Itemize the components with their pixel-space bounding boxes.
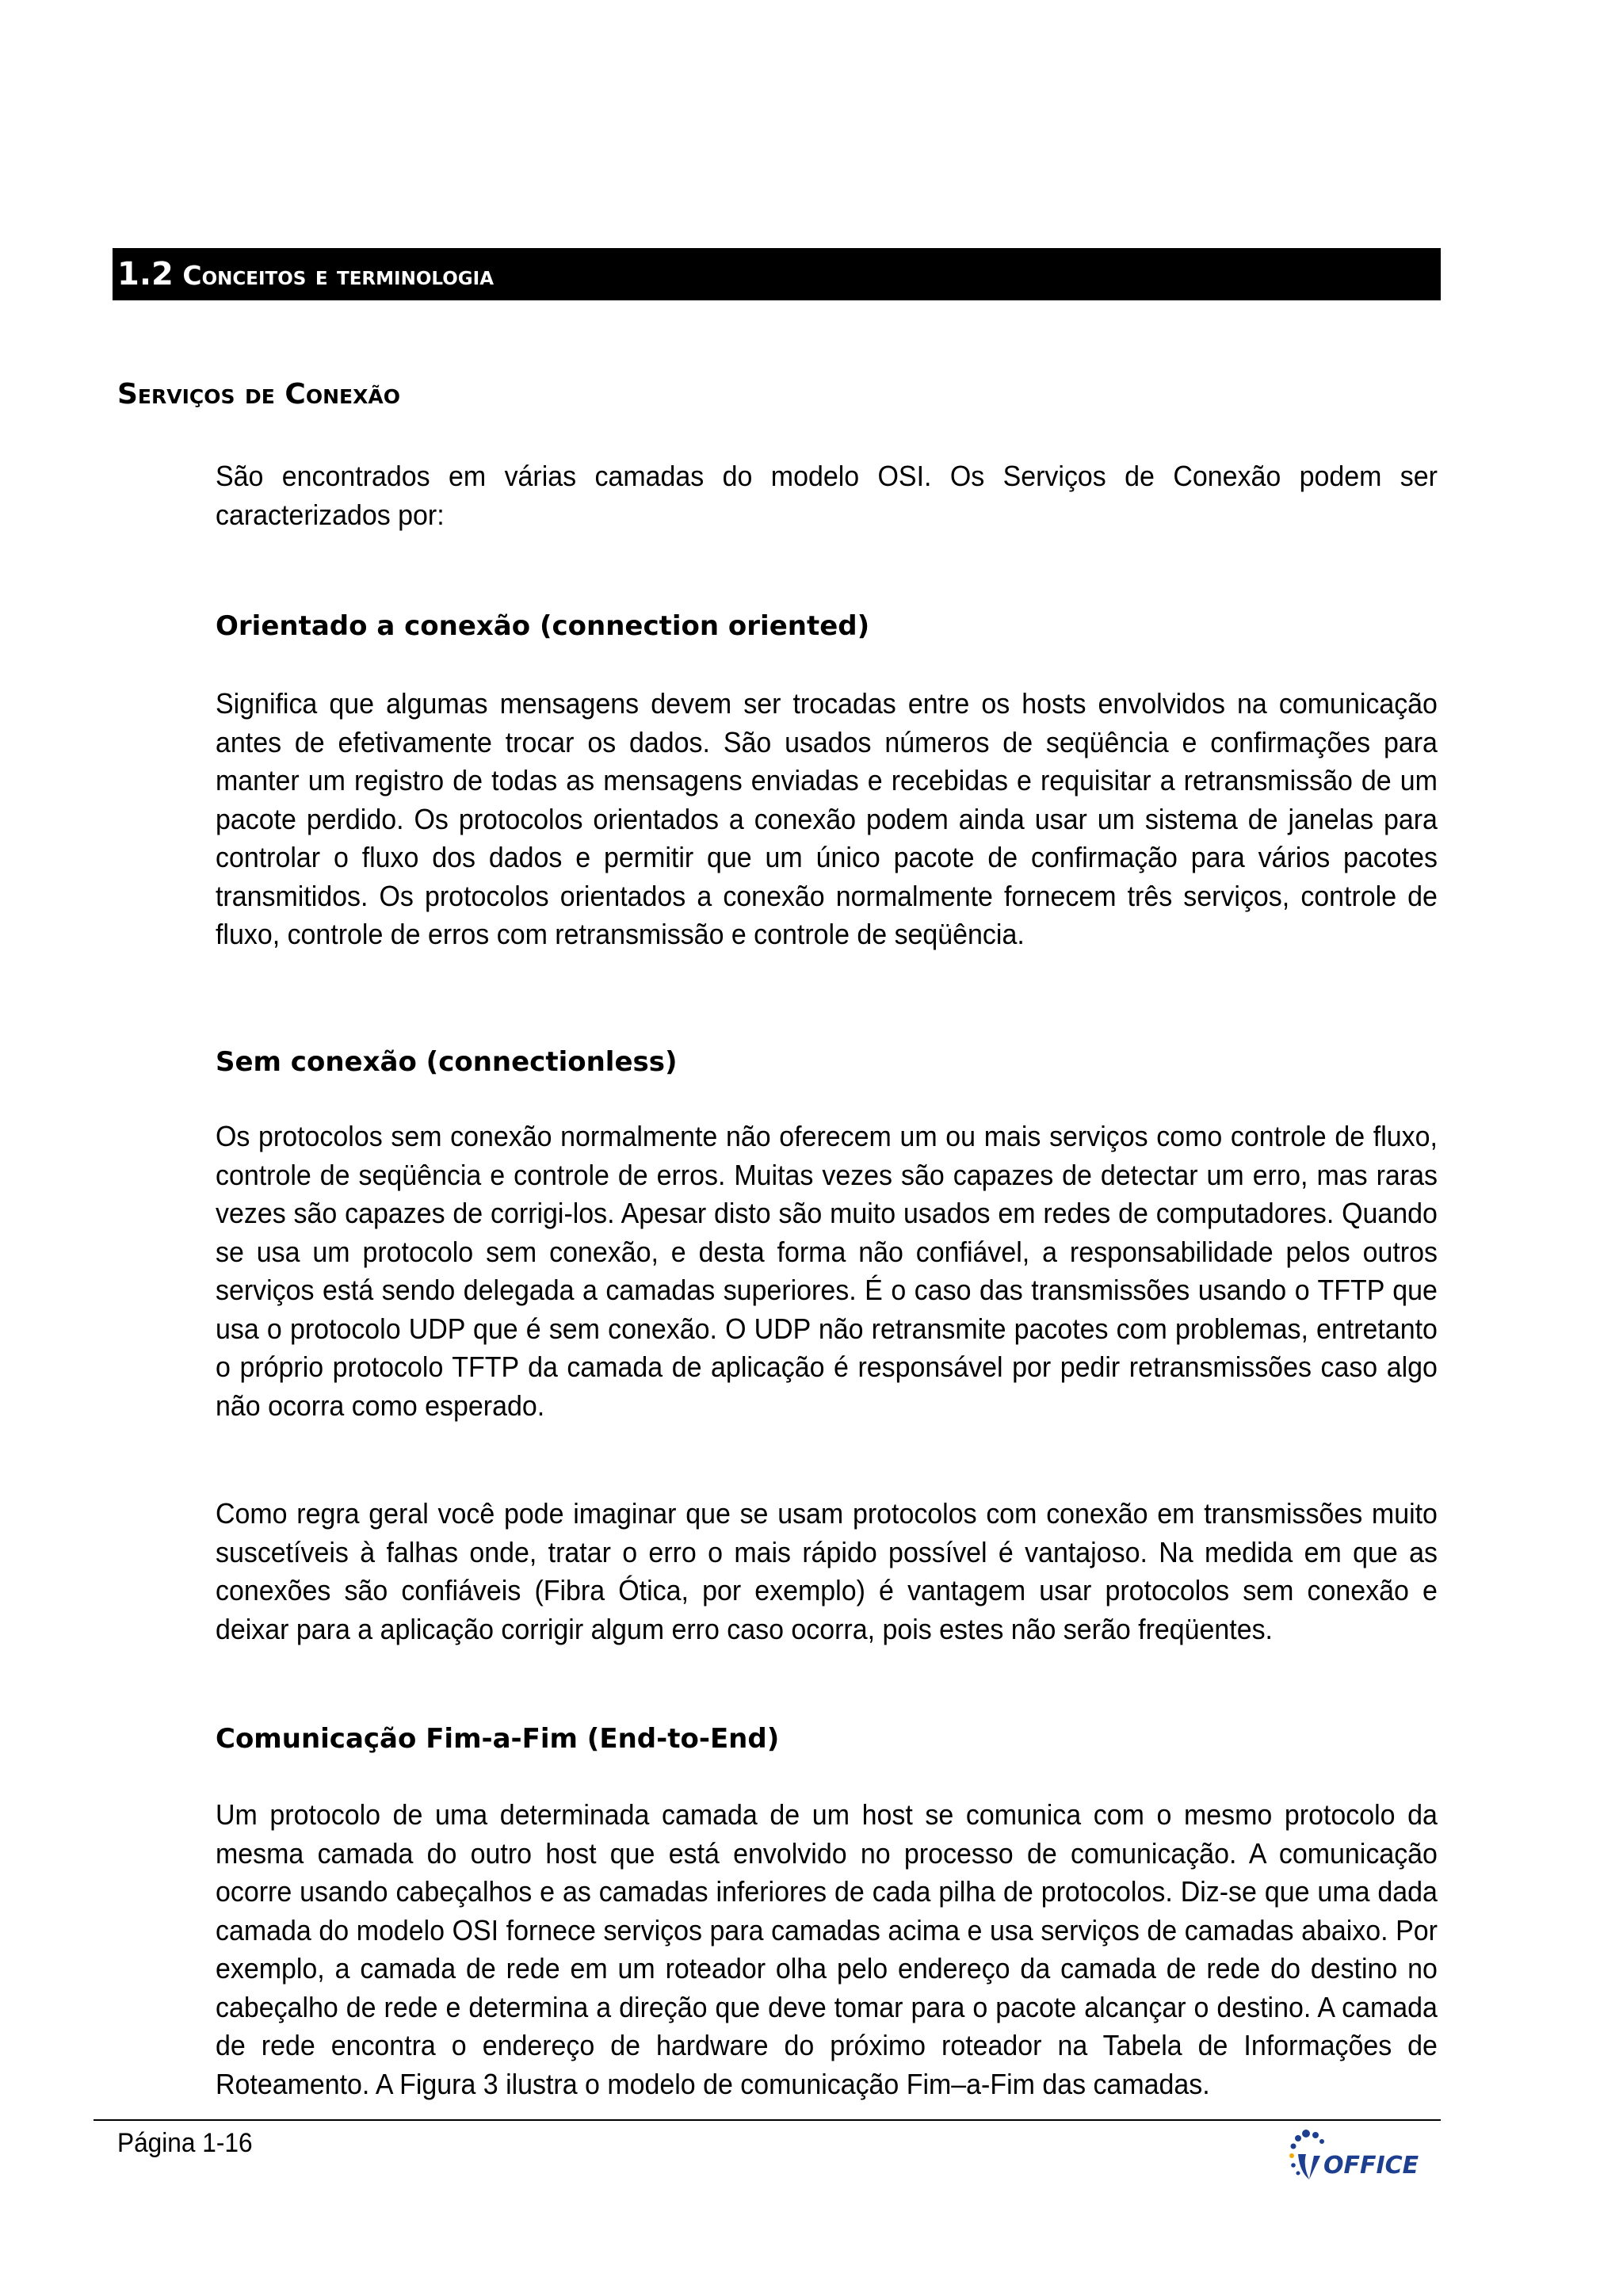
logo-dot (1289, 2153, 1294, 2158)
footer-page-number: Página 1-16 (117, 2128, 253, 2158)
logo-dot (1291, 2163, 1296, 2168)
logo-dot (1295, 2135, 1301, 2141)
intro-paragraph: São encontrados em várias camadas do modelo OSI. Os Serviços de Conexão podem ser caracterizados por: (216, 460, 1438, 531)
page-heading: Serviços de Conexão (117, 378, 400, 411)
logo-dot (1291, 2144, 1296, 2149)
paragraph-connection-oriented: Significa que algumas mensagens devem ser trocadas entre os hosts envolvidos na comunicação antes de efetivamente trocar os dados. São usados números de seqüência e confirmações para manter um registro de todas as mensagens enviadas e recebidas e requisitar a retransmissão de um pacote perdido. Os protocolos orientados a conexão podem ainda usar um sistema de janelas para controlar o fluxo dos dados e permitir que um único pacote de confirmação para vários pacotes transmitidos. Os protocolos orientados a conexão normalmente fornecem três serviços, controle de fluxo, controle de erros com retransmissão e controle de seqüência. (216, 687, 1438, 950)
subheading-connection-oriented: Orientado a conexão (connection oriented) (216, 610, 870, 642)
section-title: Conceitos e terminologia (182, 260, 495, 291)
subheading-connectionless: Sem conexão (connectionless) (216, 1046, 678, 1078)
paragraph-end-to-end: Um protocolo de uma determinada camada de um host se comunica com o mesmo protocolo da mesma camada do outro host que está envolvido no processo de comunicação. A comunicação ocorre usando cabeçalhos e as camadas inferiores de cada pilha de protocolos. Diz-se que uma dada camada do modelo OSI fornece serviços para camadas acima e usa serviços de camadas abaixo. Por exemplo, a camada de rede em um roteador olha pelo endereço da camada de rede do destino no cabeçalho de rede e determina a direção que deve tomar para o pacote alcançar o destino. A camada de rede encontra o endereço de hardware do próximo roteador na Tabela de Informações de Roteamento. A Figura 3 ilustra o modelo de comunicação Fim–a-Fim das camadas. (216, 1798, 1438, 2100)
subheading-end-to-end: Comunicação Fim-a-Fim (End-to-End) (216, 1723, 780, 1755)
footer-divider (94, 2119, 1441, 2121)
logo-dot (1296, 2172, 1300, 2176)
office-logo-icon (1282, 2124, 1445, 2189)
logo-dot (1302, 2130, 1310, 2137)
logo-dot (1319, 2139, 1324, 2144)
paragraph-general-rule: Como regra geral você pode imaginar que se usam protocolos com conexão em transmissões muito suscetíveis à falhas onde, tratar o erro o mais rápido possível é vantajoso. Na medida em que as conexões são confiáveis (Fibra Ótica, por exemplo) é vantagem usar protocolos sem conexão e deixar para a aplicação corrigir algum erro caso ocorra, pois estes não serão freqüentes. (216, 1497, 1438, 1645)
logo-text: OFFICE (1323, 2152, 1419, 2179)
logo-dot (1312, 2132, 1319, 2138)
section-header-bar (113, 248, 1441, 300)
paragraph-connectionless: Os protocolos sem conexão normalmente não oferecem um ou mais serviços como controle de fluxo, controle de seqüência e controle de erros. Muitas vezes são capazes de detectar um erro, mas raras vezes são capazes de corrigi-los. Apesar disto são muito usados em redes de computadores. Quando se usa um protocolo sem conexão, e desta forma não confiável, a responsabilidade pelos outros serviços está sendo delegada a camadas superiores. É o caso das transmissões usando o TFTP que usa o protocolo UDP que é sem conexão. O UDP não retransmite pacotes com problemas, entretanto o próprio protocolo TFTP da camada de aplicação é responsável por pedir retransmissões caso algo não ocorra como esperado. (216, 1120, 1438, 1422)
section-number: 1.2 (117, 256, 174, 292)
